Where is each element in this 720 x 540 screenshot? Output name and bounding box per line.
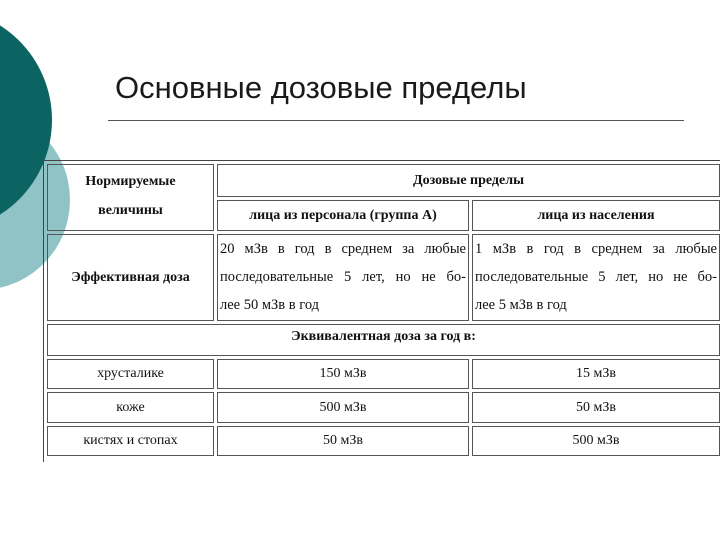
effective-personnel-cell — [217, 234, 469, 321]
header-public: лица из населения — [537, 207, 655, 223]
row-personnel-value: 500 мЗв — [319, 399, 367, 415]
row-personnel-value: 150 мЗв — [319, 366, 367, 381]
effective-public-line: последовательные 5 лет, но не бо- — [475, 269, 717, 285]
header-limits: Дозовые пределы — [413, 172, 524, 188]
effective-public-line: 1 мЗв в год в среднем за любые — [475, 241, 717, 257]
row-personnel-cell — [217, 426, 469, 456]
row-organ-cell — [47, 426, 214, 456]
row-personnel-cell — [217, 359, 469, 389]
row-public-value: 15 мЗв — [576, 366, 616, 381]
row-public-cell — [472, 359, 720, 389]
equivalent-header: Эквивалентная доза за год в: — [291, 329, 476, 344]
title-underline — [108, 120, 684, 121]
row-organ: коже — [116, 399, 145, 415]
row-organ-cell — [47, 392, 214, 423]
slide-title: Основные дозовые пределы — [115, 70, 527, 105]
row-public-cell — [472, 392, 720, 423]
row-organ-cell — [47, 359, 214, 389]
effective-public-line: лее 5 мЗв в год — [475, 297, 567, 313]
header-personnel-cell — [217, 200, 469, 231]
header-quantity-cell — [47, 164, 214, 231]
header-quantity-line1: Нормируемые — [85, 174, 176, 189]
dose-limits-table — [43, 160, 720, 462]
row-organ: кистях и стопах — [83, 433, 178, 448]
header-quantity-line2: величины — [98, 203, 163, 218]
effective-personnel-line: лее 50 мЗв в год — [220, 297, 320, 313]
equivalent-header-cell — [47, 324, 720, 356]
header-personnel: лица из персонала (группа А) — [249, 207, 437, 223]
row-public-value: 50 мЗв — [576, 399, 616, 415]
header-public-cell — [472, 200, 720, 231]
effective-personnel-line: последовательные 5 лет, но не бо- — [220, 269, 466, 285]
header-limits-cell — [217, 164, 720, 197]
row-personnel-cell — [217, 392, 469, 423]
row-organ: хрусталике — [97, 366, 164, 381]
effective-public-cell — [472, 234, 720, 321]
effective-label-cell — [47, 234, 214, 321]
effective-personnel-line: 20 мЗв в год в среднем за любые — [220, 241, 466, 257]
effective-label: Эффективная доза — [71, 269, 190, 285]
row-personnel-value: 50 мЗв — [323, 433, 363, 448]
row-public-value: 500 мЗв — [572, 433, 620, 448]
row-public-cell — [472, 426, 720, 456]
